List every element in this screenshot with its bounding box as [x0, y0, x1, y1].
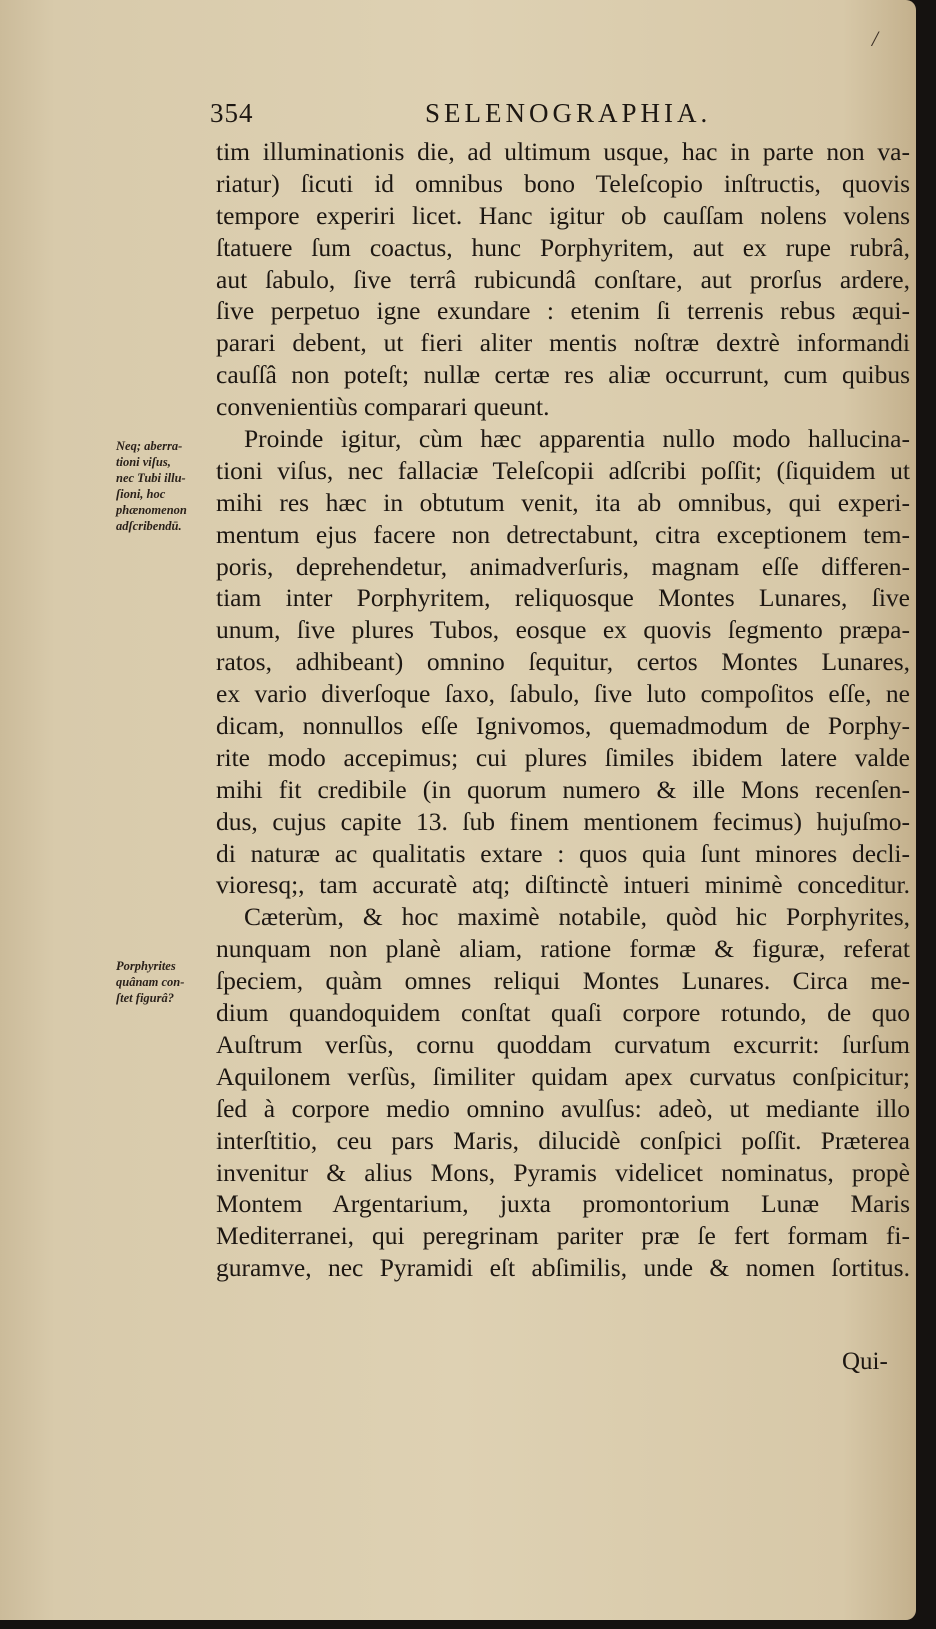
text-line: mentum ejus facere non detrectabunt, citra exceptionem tem- [216, 519, 910, 549]
marginal-note [116, 958, 212, 1006]
text-line: mihi res hæc in obtutum venit, ita ab omnibus, qui experi- [216, 487, 910, 517]
text-line: Aquilonem verſùs, ſimiliter quidam apex curvatus conſpicitur; [216, 1061, 910, 1091]
marginal-note-line: phænomenon [116, 503, 187, 517]
text-line: dicam, nonnullos eſſe Ignivomos, quemadmodum de Porphy- [216, 711, 910, 741]
text-line: Cæterùm, & hoc maximè notabile, quòd hic Porphyrites, [244, 902, 910, 932]
text-line: rite modo accepimus; cui plures ſimiles ibidem latere valde [216, 742, 910, 772]
text-line: ſive perpetuo igne exundare : etenim ſi terrenis rebus æqui- [216, 296, 910, 326]
text-line: riatur) ſicuti id omnibus bono Teleſcopio inſtructis, quovis [216, 168, 910, 198]
text-line: nunquam non planè aliam, ratione formæ & figuræ, referat [216, 934, 910, 964]
text-line: interſtitio, ceu pars Maris, dilucidè conſpici poſſit. Præterea [216, 1125, 910, 1155]
marginal-note-line: adſcribendū. [116, 519, 182, 533]
text-line: mihi fit credibile (in quorum numero & ille Mons recenſen- [216, 774, 910, 804]
text-line: Montem Argentarium, juxta promontorium Lunæ Maris [216, 1189, 910, 1219]
body-text [216, 136, 910, 1284]
marginal-note-line: ſioni, hoc [116, 487, 166, 501]
text-line: ſpeciem, quàm omnes reliqui Montes Lunares. Circa me- [216, 966, 910, 996]
text-line: Proinde igitur, cùm hæc apparentia nullo modo hallucina- [244, 424, 910, 454]
marginal-note-line: ſtet figurâ? [116, 991, 174, 1005]
text-line: cauſſâ non poteſt; nullæ certæ res aliæ occurrunt, cum quibus [216, 360, 910, 390]
text-line: Auſtrum verſùs, cornu quoddam curvatum excurrit: ſurſum [216, 1029, 910, 1059]
page-number: 354 [210, 98, 254, 128]
text-line: tiam inter Porphyritem, reliquosque Montes Lunares, ſive [216, 583, 910, 613]
marginal-note-line: Porphyrites [116, 959, 176, 973]
corner-mark: / [871, 26, 878, 51]
text-line: aut ſabulo, ſive terrâ rubicundâ conſtare, aut prorſus ardere, [216, 264, 910, 294]
marginal-note-line: quânam con- [116, 975, 185, 989]
marginal-note [116, 438, 212, 534]
text-line: tim illuminationis die, ad ultimum usque, hac in parte non va- [216, 137, 910, 166]
running-title: SELENOGRAPHIA. [425, 98, 712, 128]
marginal-note-line: Neq; aberra- [116, 439, 183, 453]
text-line: ex vario diverſoque ſaxo, ſabulo, ſive luto compoſitos eſſe, ne [216, 679, 910, 709]
text-line: poris, deprehendetur, animadverſuris, magnam eſſe differen- [216, 551, 910, 581]
text-line: ratos, adhibeant) omnino ſequitur, certos Montes Lunares, [216, 647, 910, 677]
text-line: di naturæ ac qualitatis extare : quos quia ſunt minores decli- [216, 838, 910, 868]
text-line: vioresq;, tam accuratè atq; diſtinctè intueri minimè conceditur. [216, 870, 910, 900]
marginal-note-line: tioni viſus, [116, 455, 171, 469]
text-line: dium quandoquidem conſtat quaſi corpore rotundo, de quo [216, 998, 910, 1028]
text-line: invenitur & alius Mons, Pyramis videlicet nominatus, propè [216, 1157, 910, 1187]
text-line: ſtatuere ſum coactus, hunc Porphyritem, aut ex rupe rubrâ, [216, 232, 910, 262]
text-line: convenientiùs comparari queunt. [216, 392, 550, 422]
text-line: guramve, nec Pyramidi eſt abſimilis, unde & nomen ſortitus. [216, 1253, 910, 1283]
text-line: unum, ſive plures Tubos, eosque ex quovis ſegmento præpa- [216, 615, 910, 645]
text-line: Mediterranei, qui peregrinam pariter præ ſe fert formam fi- [216, 1221, 910, 1251]
text-line: tioni viſus, nec fallaciæ Teleſcopii adſcribi poſſit; (ſiquidem ut [216, 455, 910, 485]
text-line: parari debent, ut fieri aliter mentis noſtræ dextrè informandi [216, 328, 910, 358]
marginal-note-line: nec Tubi illu- [116, 471, 186, 485]
text-line: ſed à corpore medio omnino avulſus: adeò, ut mediante illo [216, 1093, 910, 1123]
page-header [210, 98, 910, 134]
text-line: tempore experiri licet. Hanc igitur ob cauſſam nolens volens [216, 200, 910, 230]
catchword: Qui- [842, 1348, 888, 1375]
text-line: dus, cujus capite 13. ſub finem mentionem fecimus) hujuſmo- [216, 806, 910, 836]
